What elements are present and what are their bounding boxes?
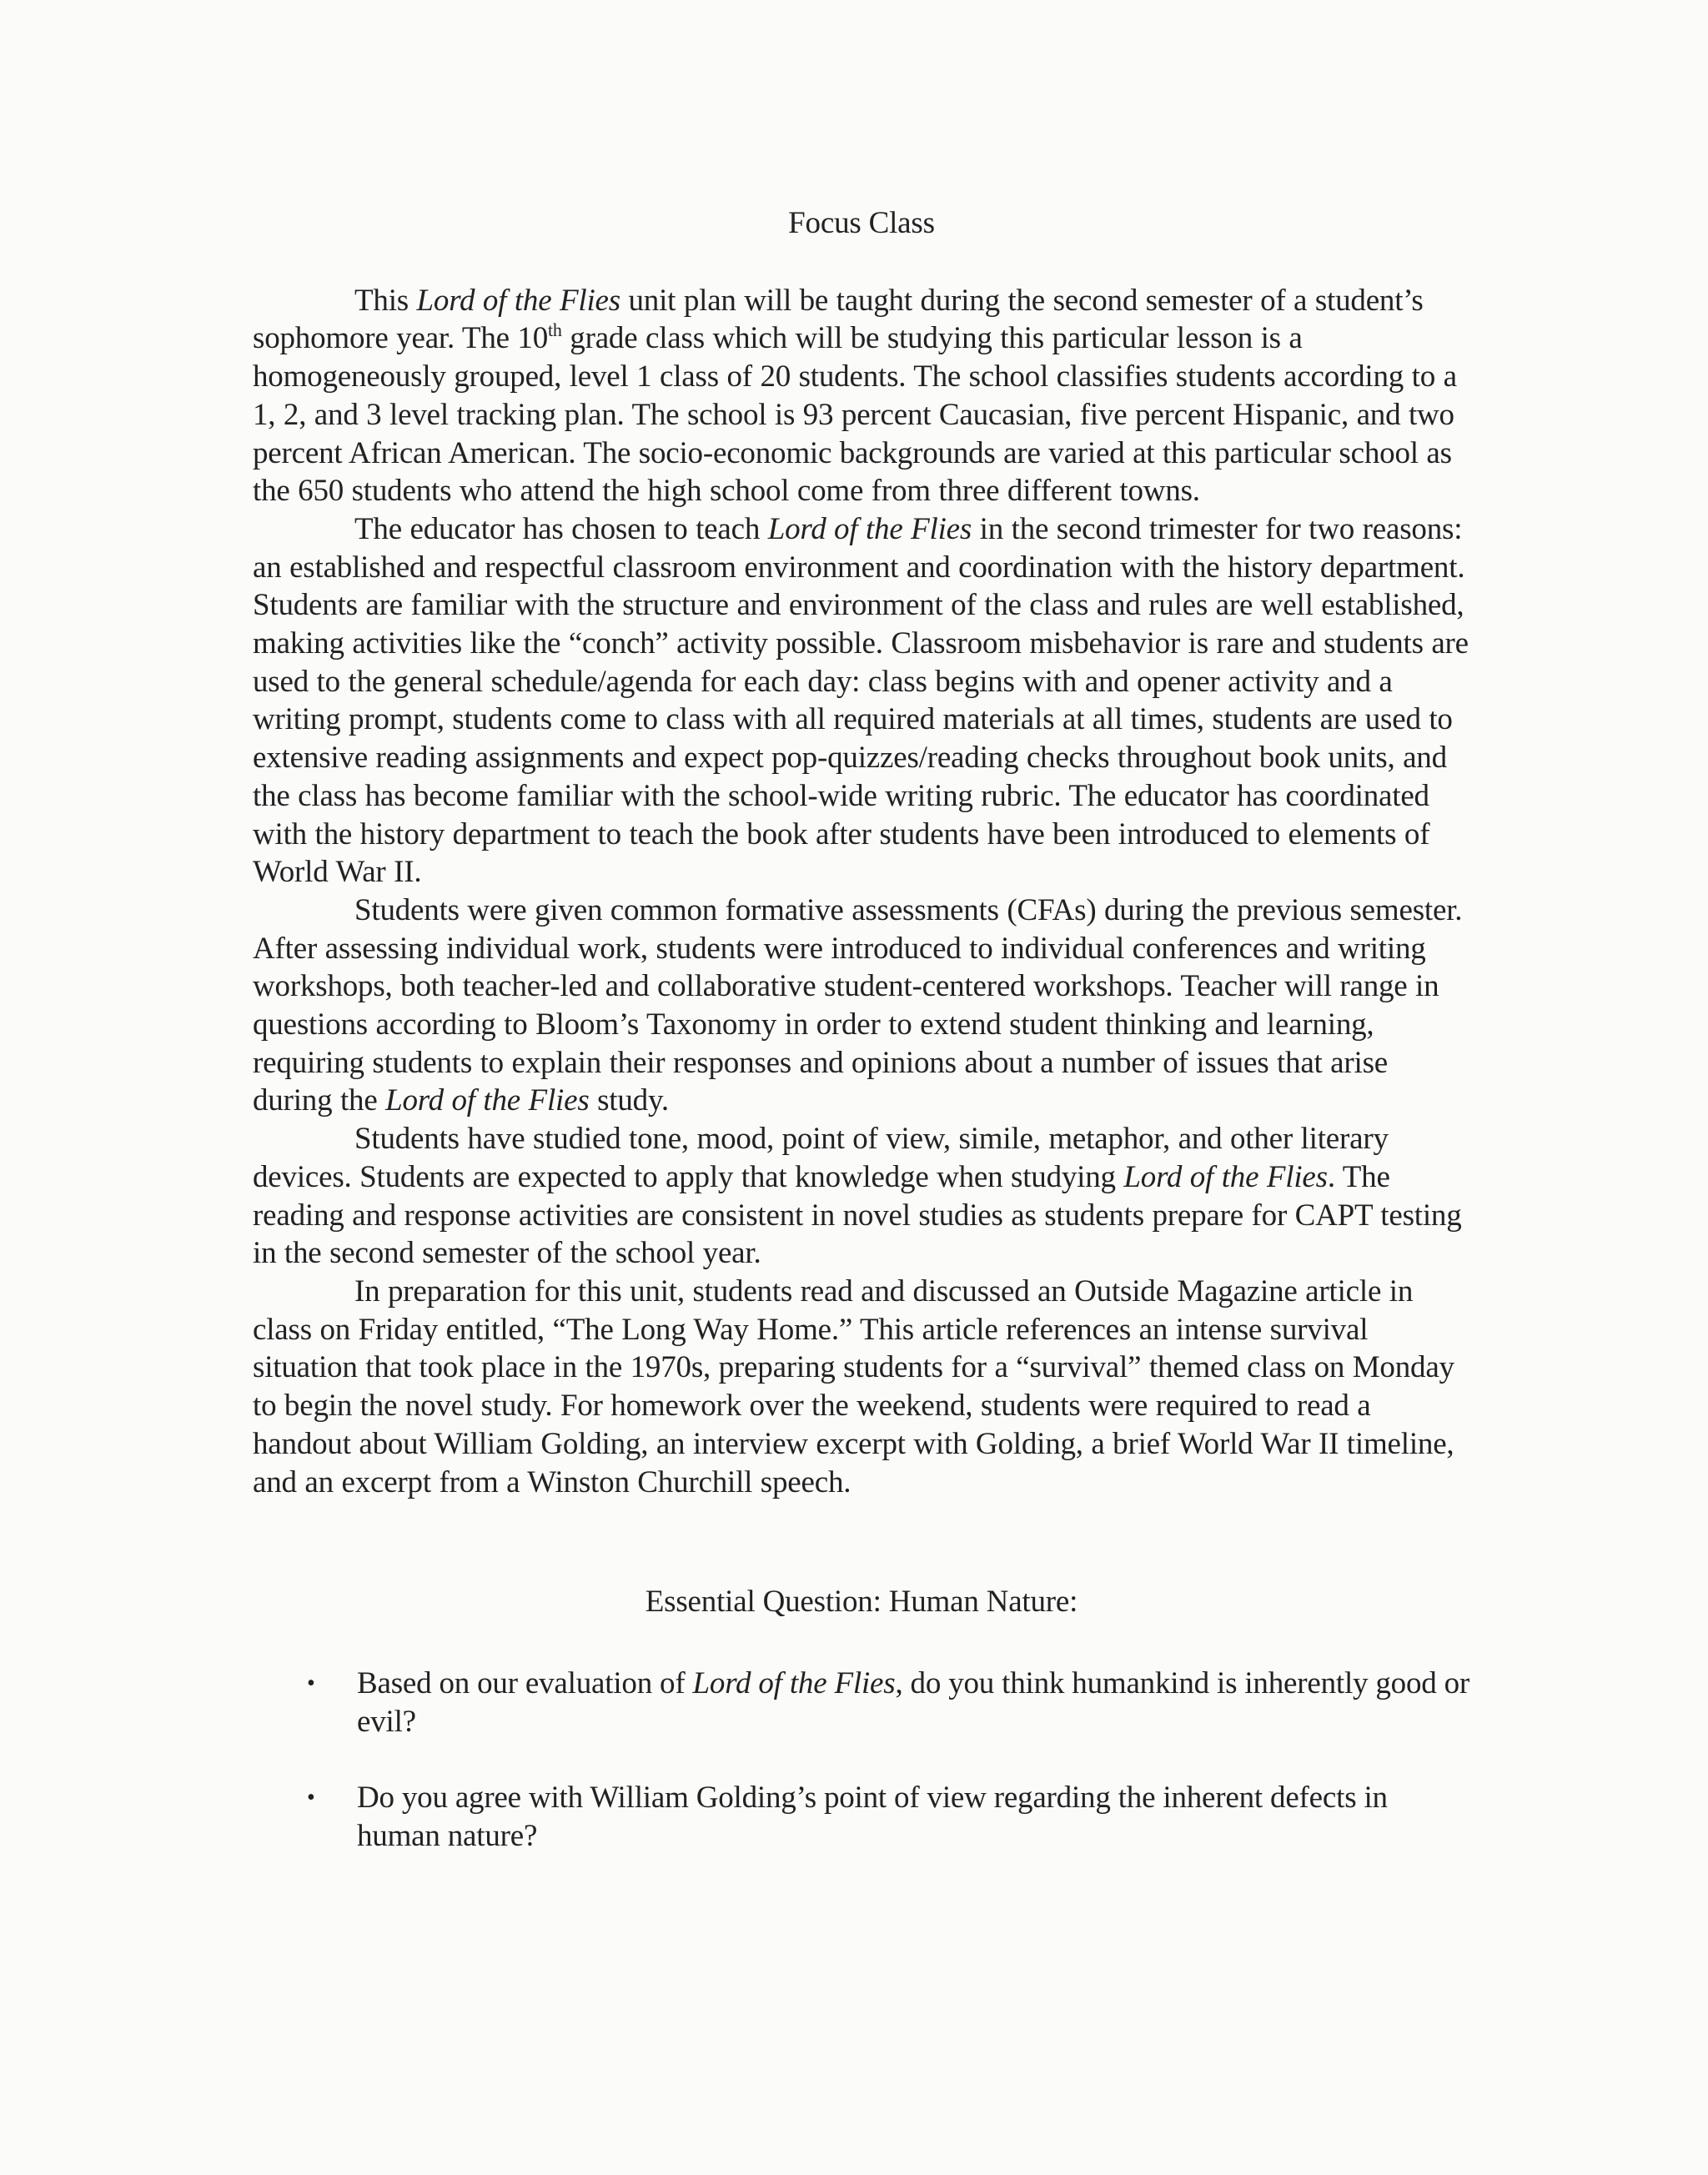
paragraph-2 [253,510,1470,892]
essential-question-list [253,1665,1470,1856]
question-2-text: Do you agree with William Golding’s point of view regarding the inherent defects in human nature? [357,1781,1388,1854]
question-1-text-c: , do you think humankind is inherently good or evil? [357,1665,1470,1739]
paragraph-2-text-c: in the second trimester for two reasons: an established and respectful classroom environment and coordination with the history department. Students are familiar with the structure and environment of the class and rules are well established, making activities like the “conch” activity possible. Classroom misbehavior is rare and students are used to the general schedule/agenda for each day: class begins with and opener activity and a writing prompt, students come to class with all required materials at all times, students are used to extensive reading assignments and expect pop-quizzes/reading checks throughout book units, and the class has become familiar with the school-wide writing rubric. The educator has coordinated with the history department to teach the book after students have been introduced to elements of World War II. [253,511,1469,890]
list-item [253,1779,1470,1855]
book-title: Lord of the Flies [1123,1159,1328,1194]
book-title: Lord of the Flies [385,1083,590,1118]
list-item [253,1665,1470,1741]
essential-question-heading: Essential Question: Human Nature: [645,1585,1078,1620]
paragraph-1 [253,282,1470,510]
bullet-icon: • [307,1785,315,1811]
paragraph-1-text-c: unit plan will be taught during the second semester of a student’s sophomore year. The 10 [253,283,1424,356]
paragraph-5-text-a: In preparation for this unit, students read and discussed an Outside Magazine article in class on Friday entitled, “The Long Way Home.” This article references an intense survival situation that took place in the 1970s, preparing students for a “survival” themed class on Monday to begin the novel study. For homework over the weekend, students were required to read a handout about William Golding, an interview excerpt with Golding, a brief World War II timeline, and an excerpt from a Winston Churchill speech. [253,1273,1454,1499]
page-title: Focus Class [788,206,935,240]
paragraph-4-text-c: . The reading and response activities are consistent in novel studies as students prepare for CAPT testing in the second semester of the school year. [253,1159,1462,1271]
book-title: Lord of the Flies [767,511,972,546]
paragraph-3-text-c: study. [589,1083,669,1118]
bullet-icon: • [307,1670,315,1696]
superscript-th: th [548,319,562,341]
book-title: Lord of the Flies [692,1665,896,1700]
book-title: Lord of the Flies [416,283,620,318]
paragraph-4 [253,1120,1470,1273]
paragraph-3 [253,892,1470,1120]
paragraph-3-text-a: Students were given common formative assessments (CFAs) during the previous semester. After assessing individual work, students were introduced to individual conferences and writing workshops, both teacher-led and collaborative student-centered workshops. Teacher will range in questions according to Bloom’s Taxonomy in order to extend student thinking and learning, requiring students to explain their responses and opinions about a number of issues that arise during the [253,892,1463,1118]
paragraph-2-text-a: The educator has chosen to teach [354,511,768,546]
question-1-text-a: Based on our evaluation of [357,1665,693,1700]
paragraph-1-text-d: grade class which will be studying this particular lesson is a homogeneously grouped, level 1 class of 20 students. The school classifies students according to a 1, 2, and 3 level tracking plan. The school is 93 percent Caucasian, five percent Hispanic, and two percent African American. The socio-economic backgrounds are varied at this particular school as the 650 students who attend the high school come from three different towns. [253,321,1457,509]
paragraph-1-text-a: This [354,283,417,318]
paragraph-4-text-a: Students have studied tone, mood, point of view, simile, metaphor, and other literary devices. Students are expected to apply that knowledge when studying [253,1122,1389,1194]
document-body [253,204,1470,1894]
paragraph-5 [253,1273,1470,1501]
